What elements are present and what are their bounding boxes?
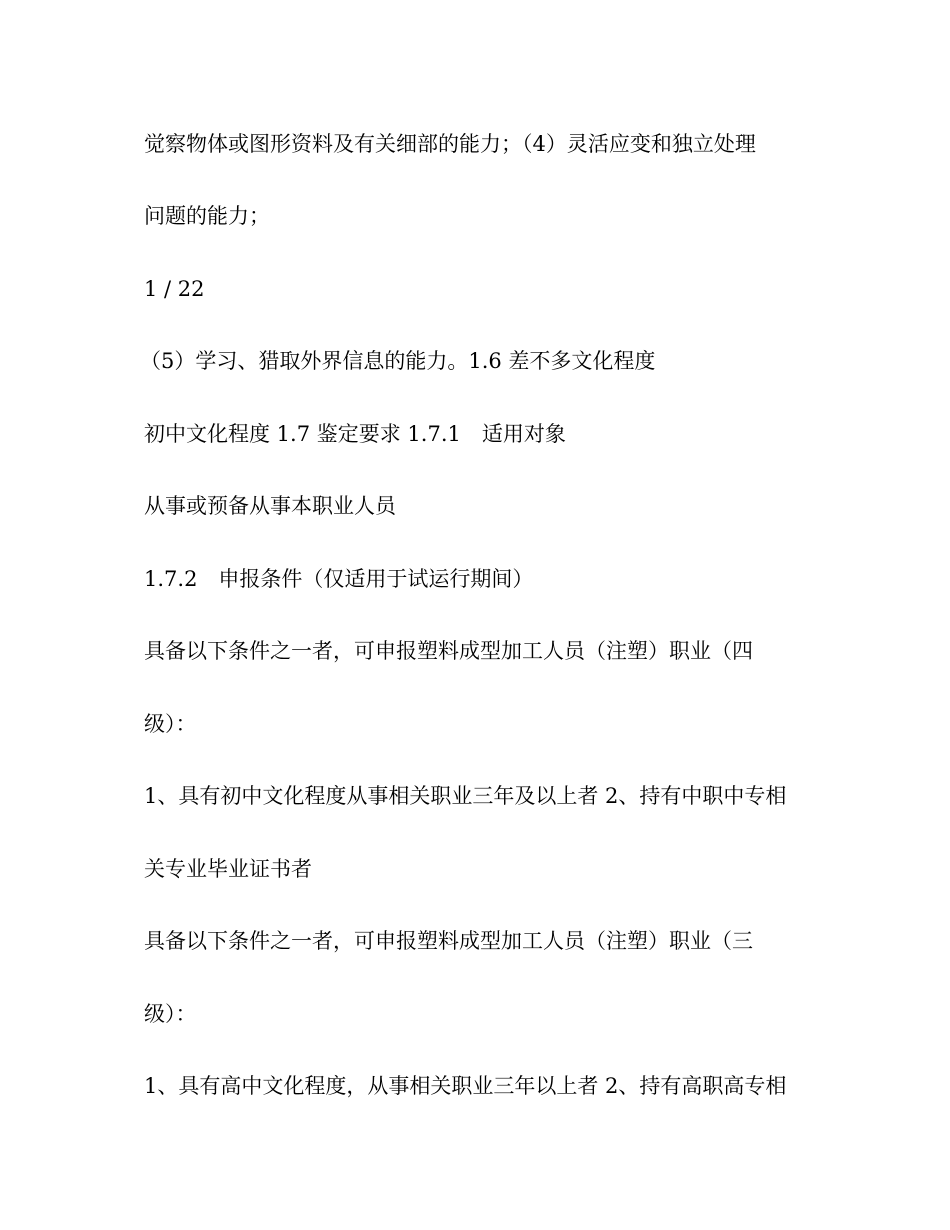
- text-line: 具备以下条件之一者，可申报塑料成型加工人员（注塑）职业（四: [144, 639, 753, 663]
- text-line: 关专业毕业证书者: [144, 857, 312, 881]
- text-line: 1、具有高中文化程度，从事相关职业三年以上者 2、持有高职高专相: [144, 1074, 787, 1098]
- text-line: 从事或预备从事本职业人员: [144, 494, 396, 518]
- text-line: 具备以下条件之一者，可申报塑料成型加工人员（注塑）职业（三: [144, 929, 753, 953]
- text-line: 1、具有初中文化程度从事相关职业三年及以上者 2、持有中职中专相: [144, 784, 787, 808]
- text-line: 级）：: [144, 712, 197, 736]
- text-line: 初中文化程度 1.7 鉴定要求 1.7.1 适用对象: [144, 422, 566, 446]
- page-number: 1 / 22: [144, 277, 205, 301]
- text-line: 问题的能力；: [144, 204, 270, 228]
- text-line: 觉察物体或图形资料及有关细部的能力；（4）灵活应变和独立处理: [144, 132, 756, 156]
- section-heading: 1.7.2 申报条件（仅适用于试运行期间）: [144, 567, 534, 591]
- text-line: （5）学习、猎取外界信息的能力。1.6 差不多文化程度: [140, 349, 656, 373]
- text-line: 级）：: [144, 1002, 197, 1026]
